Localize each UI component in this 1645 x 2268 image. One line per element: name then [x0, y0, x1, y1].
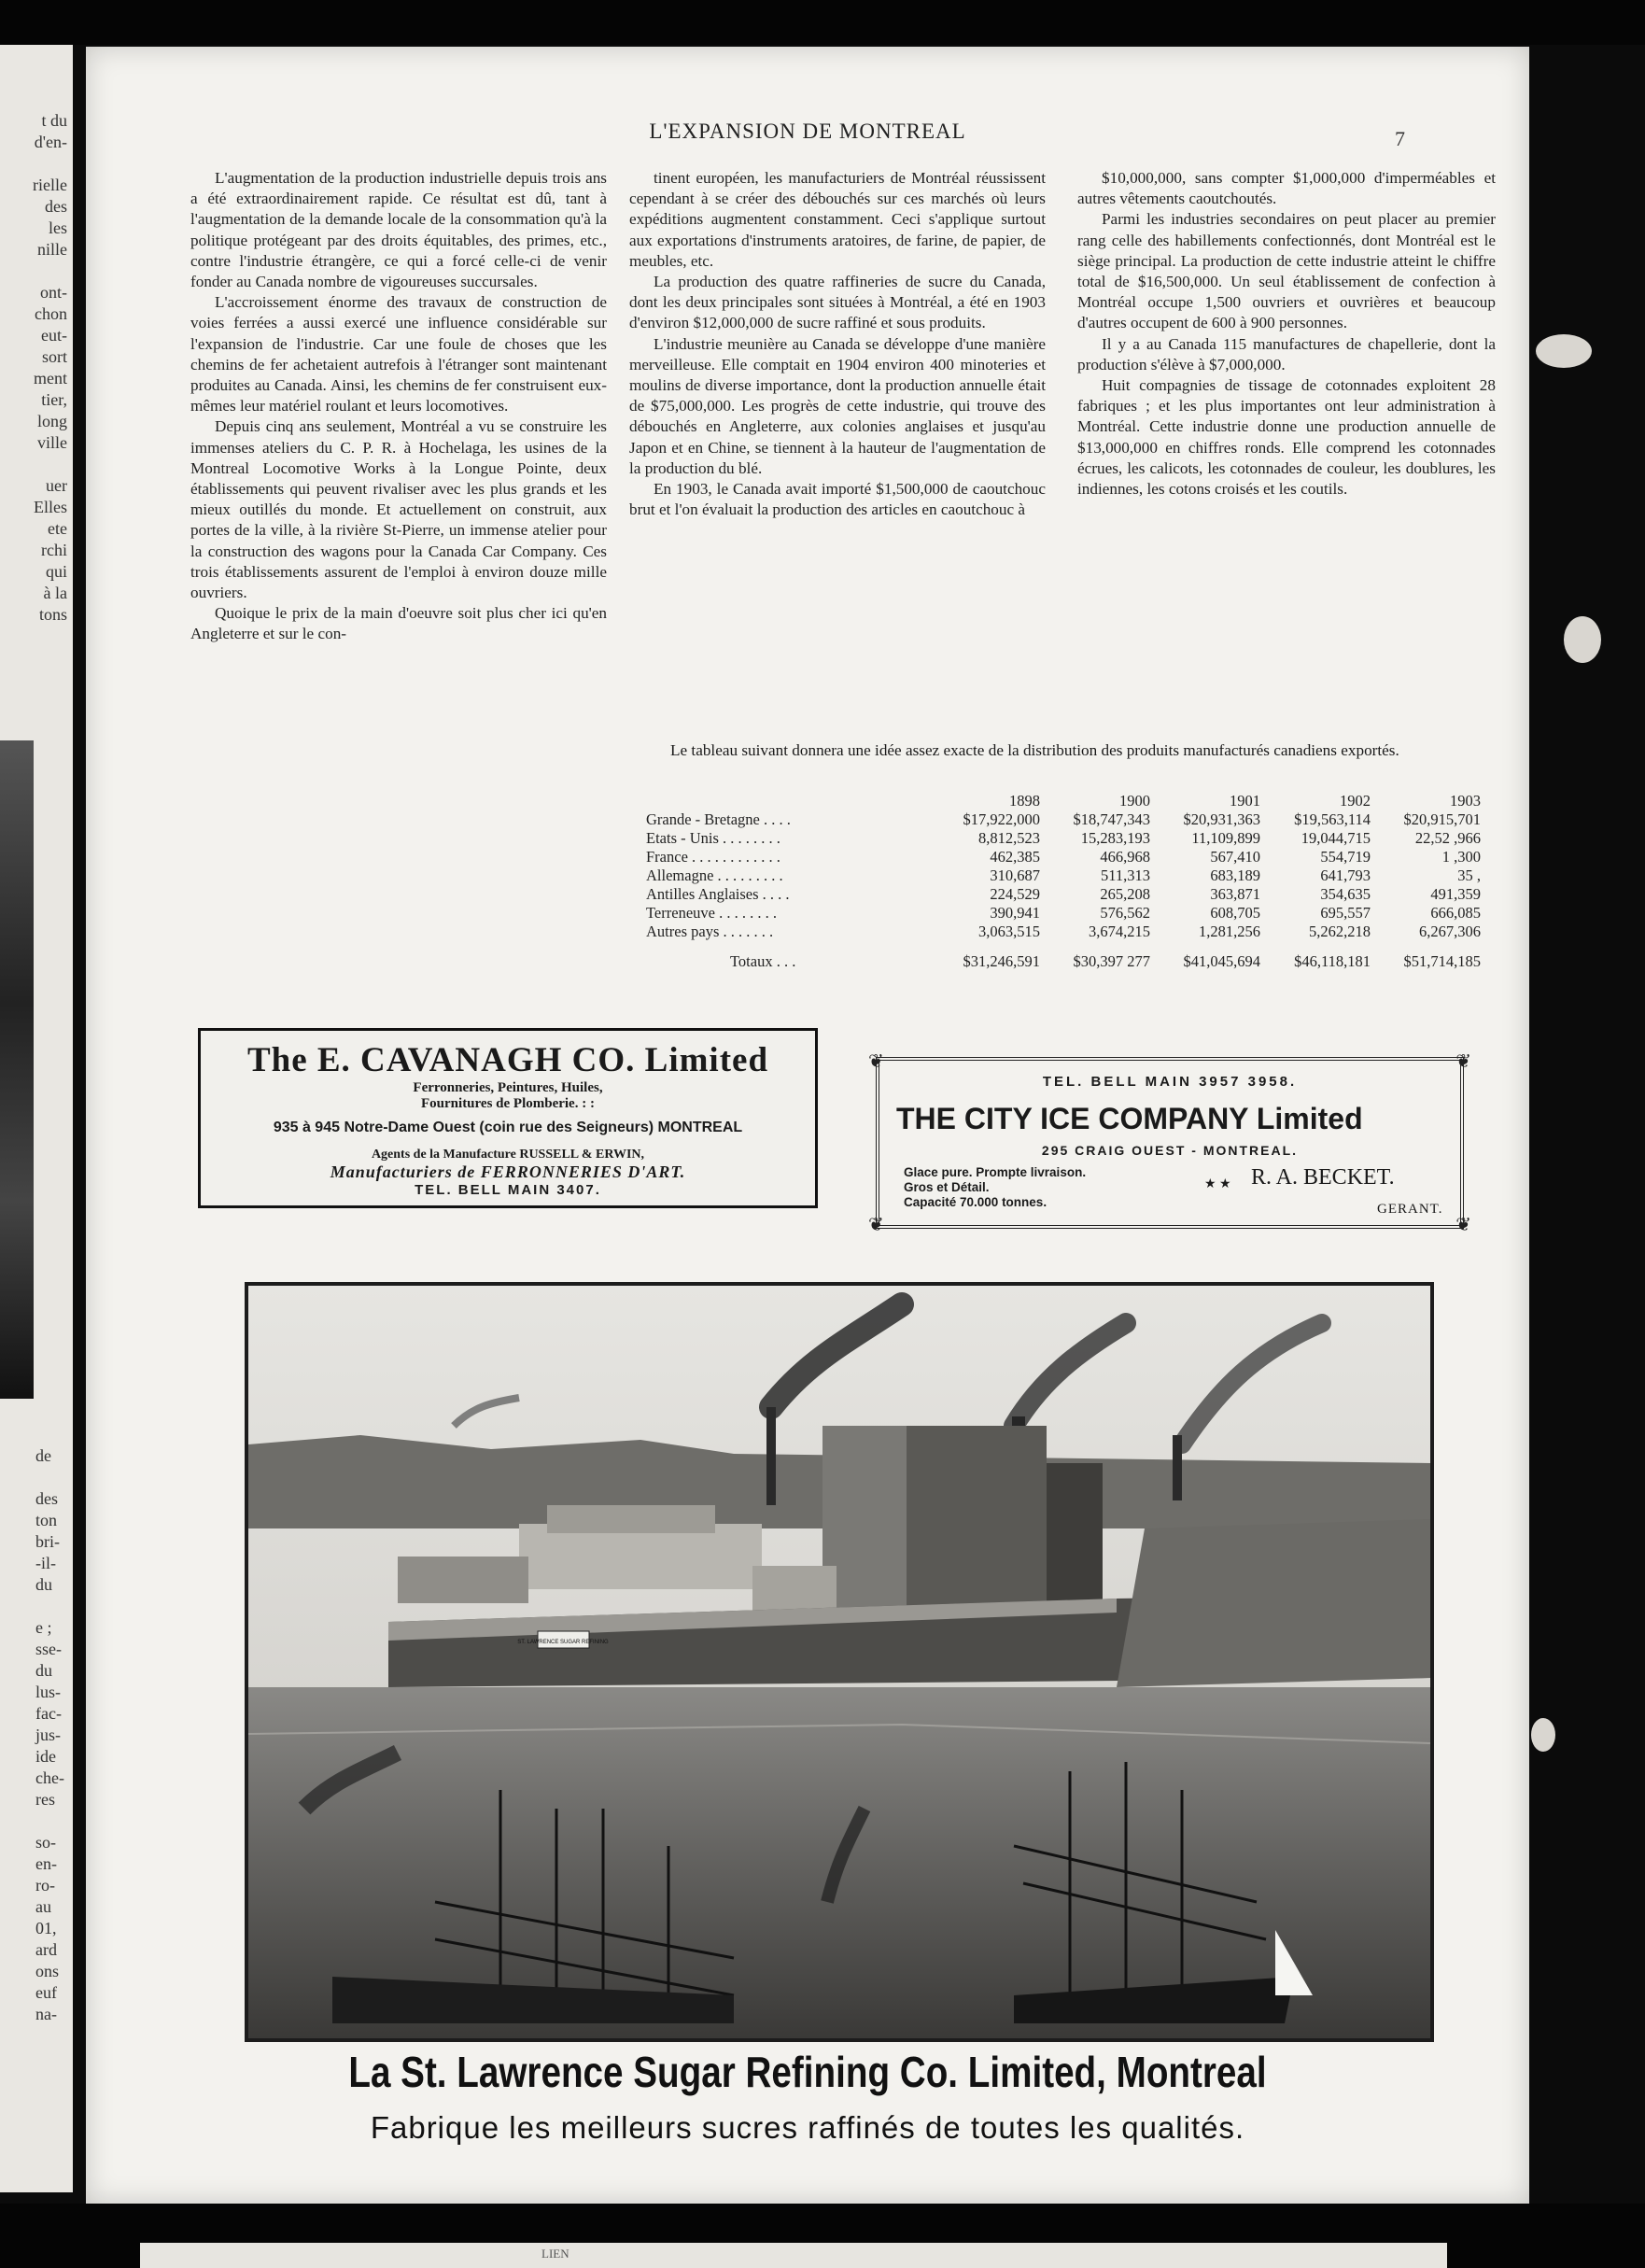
- adjacent-page-text-fragment: res: [35, 1790, 55, 1809]
- chimney: [766, 1407, 776, 1505]
- value-cell: $17,922,000: [963, 810, 1040, 828]
- adjacent-page-text-fragment: na-: [35, 2005, 57, 2023]
- country-cell: Autres pays . . . . . . .: [646, 923, 774, 940]
- paragraph: L'industrie meunière au Canada se développe d'une manière merveilleuse. Elle comptait en 1904 environ 400 minoteries et moulins de diverse importance, dont la production annuelle était de $75,000,000. Les progrès de cette industrie, qui trouve des débouchés en Angleterre, aux colonies anglaises et jusqu'au Japon et en Chine, se tiennent à la hauteur de l'augmentation de la production du blé.: [629, 334, 1046, 477]
- country-cell: Allemagne . . . . . . . . .: [646, 866, 783, 884]
- adjacent-page-text-fragment: ton: [35, 1511, 58, 1529]
- shore-buildings: [1117, 1519, 1430, 1687]
- star-icon: ★ ★: [1204, 1177, 1231, 1191]
- ad-telephone: TEL. BELL MAIN 3407.: [415, 1182, 601, 1198]
- warehouse: [398, 1557, 528, 1603]
- adjacent-page-text-fragment: bri-: [35, 1532, 60, 1551]
- value-cell: 3,063,515: [978, 923, 1040, 940]
- value-cell: 641,793: [1320, 866, 1371, 884]
- scroll-ornament-icon: ❦: [1455, 1051, 1471, 1072]
- article-column-1: [190, 168, 607, 645]
- value-cell: 695,557: [1320, 904, 1371, 922]
- adjacent-page-text-fragment: euf: [35, 1983, 57, 2002]
- paragraph: $10,000,000, sans compter $1,000,000 d'imperméables et autres vêtements caoutchoutés.: [1077, 169, 1496, 208]
- scroll-ornament-icon: ❦: [868, 1215, 884, 1235]
- adjacent-page-photo: [0, 740, 34, 1399]
- value-cell: 666,085: [1430, 904, 1481, 922]
- adjacent-page-text-fragment: eut-: [41, 326, 67, 345]
- adjacent-page-text-fragment: rchi: [41, 541, 67, 559]
- scan-dust-speck: [1536, 334, 1592, 368]
- adjacent-page-text-fragment: lus-: [35, 1683, 61, 1701]
- ad-company-name: THE CITY ICE COMPANY Limited: [896, 1102, 1363, 1135]
- value-cell: 1,281,256: [1199, 923, 1260, 940]
- adjacent-page-text-fragment: tier,: [41, 390, 67, 409]
- adjacent-page-text-fragment: en-: [35, 1854, 57, 1873]
- totals-row: [646, 941, 1492, 971]
- paragraph: Il y a au Canada 115 manufactures de chapellerie, dont la production s'élève à $7,000,000.: [1077, 334, 1496, 373]
- paragraph: tinent européen, les manufacturiers de Montréal réussissent cependant à se créer des débouchés sur ces marchés où leurs expéditions augmentent constamment. Ceci s'applique surtout aux exportations d'instruments aratoires, de farine, de papier, de meubles, etc.: [629, 169, 1046, 270]
- adjacent-page-text-fragment: 01,: [35, 1919, 57, 1937]
- adjacent-page-text-fragment: Elles: [34, 498, 67, 516]
- adjacent-page-text-fragment: e ;: [35, 1618, 52, 1637]
- adjacent-page-text-fragment: du: [35, 1661, 52, 1680]
- adjacent-page-text-fragment: fac-: [35, 1704, 62, 1723]
- adjacent-page-text-fragment: ont-: [40, 283, 67, 302]
- total-cell: $30,397 277: [1073, 952, 1150, 970]
- adjacent-page-text-fragment: -il-: [35, 1554, 56, 1572]
- value-cell: $19,563,114: [1294, 810, 1371, 828]
- table-row: [646, 866, 1492, 885]
- year-header: 1902: [1340, 792, 1371, 810]
- paragraph: Huit compagnies de tissage de cotonnades exploitent 28 fabriques ; et les plus importantes ont leur administration à Montréal. Cette industrie donne une production annuelle de $13,000,000 en chiffres ronds. Elle comprend les cotonnades écrues, les calicots, les cotonnades de couleur, les doublures, les indiennes, les cotons croisés et les coutils.: [1077, 376, 1496, 499]
- page-number: 7: [1395, 127, 1405, 150]
- value-cell: 683,189: [1210, 866, 1260, 884]
- ad-telephone: TEL. BELL MAIN 3957 3958.: [1042, 1074, 1298, 1090]
- value-cell: 567,410: [1210, 848, 1260, 866]
- adjacent-page-text-fragment: t du: [41, 111, 67, 130]
- year-header: 1901: [1230, 792, 1260, 810]
- paragraph: La production des quatre raffineries de sucre du Canada, dont les deux principales sont situées à Montréal, a été en 1903 d'environ $12,000,000 de sucre raffiné et sous produits.: [629, 273, 1046, 332]
- value-cell: 22,52 ,966: [1414, 829, 1481, 847]
- sugar-refinery-illustration: [245, 1282, 1434, 2042]
- value-cell: 491,359: [1430, 885, 1481, 903]
- value-cell: $20,915,701: [1403, 810, 1481, 828]
- adjacent-page-text-fragment: ment: [34, 369, 67, 387]
- value-cell: 19,044,715: [1301, 829, 1371, 847]
- paragraph: En 1903, le Canada avait importé $1,500,000 de caoutchouc brut et l'on évaluait la production des articles en caoutchouc à: [629, 480, 1046, 519]
- value-cell: 576,562: [1100, 904, 1150, 922]
- value-cell: 310,687: [990, 866, 1040, 884]
- country-cell: France . . . . . . . . . . . .: [646, 848, 780, 866]
- adjacent-page-text-fragment: sse-: [35, 1640, 62, 1658]
- table-intro: Le tableau suivant donnera une idée assez exacte de la distribution des produits manufacturés canadiens exportés.: [670, 741, 1399, 759]
- table-header-row: [646, 792, 1492, 810]
- value-cell: $18,747,343: [1073, 810, 1150, 828]
- value-cell: 6,267,306: [1419, 923, 1481, 940]
- next-page-edge: [140, 2243, 1447, 2268]
- city-ice-advertisement: [868, 1049, 1471, 1236]
- running-head: L'EXPANSION DE MONTREAL: [649, 120, 966, 143]
- paragraph: L'accroissement énorme des travaux de construction de voies ferrées a aussi exercé une influence considérable sur l'expansion de l'industrie. Car une foule de choses que les chemins de fer achetaient autrefois à l'étranger sont maintenant produites au Canada. Ainsi, les chemins de fer construisent eux-mêmes leur matériel roulant et leurs locomotives.: [190, 293, 607, 416]
- ad-line: Fournitures de Plomberie. : :: [421, 1096, 595, 1111]
- adjacent-page-text-fragment: uer: [46, 476, 67, 495]
- illustration-caption-subtitle: Fabrique les meilleurs sucres raffinés de toutes les qualités.: [370, 2110, 1245, 2145]
- table-row: [646, 904, 1492, 923]
- adjacent-page-text-fragment: che-: [35, 1768, 64, 1787]
- scroll-ornament-icon: ❦: [1455, 1215, 1471, 1235]
- adjacent-page-text-fragment: nille: [37, 240, 67, 259]
- illustration-caption-title: La St. Lawrence Sugar Refining Co. Limited, Montreal: [348, 2048, 1267, 2096]
- adjacent-page-text-fragment: tons: [38, 605, 67, 624]
- scan-dust-speck: [1531, 1718, 1555, 1752]
- table-row: [646, 829, 1492, 848]
- scroll-ornament-icon: ❦: [868, 1051, 884, 1072]
- adjacent-page-text-fragment: les: [49, 218, 67, 237]
- ad-line: Ferronneries, Peintures, Huiles,: [413, 1080, 603, 1095]
- value-cell: 511,313: [1100, 866, 1150, 884]
- adjacent-page-text-fragment: ard: [35, 1940, 57, 1959]
- adjacent-page-text-fragment: qui: [45, 562, 67, 581]
- value-cell: 608,705: [1210, 904, 1260, 922]
- refinery-sign-text: ST. LAWRENCE SUGAR REFINING: [517, 1640, 609, 1645]
- next-page-fragment: LIEN: [541, 2247, 569, 2261]
- value-cell: 35 ,: [1457, 866, 1481, 884]
- adjacent-page-text-fragment: ide: [35, 1747, 56, 1766]
- value-cell: 363,871: [1210, 885, 1260, 903]
- table-row: [646, 885, 1492, 904]
- adjacent-page-text-fragment: long: [36, 412, 67, 430]
- adjacent-page-text-fragment: jus-: [35, 1726, 61, 1744]
- paragraph: L'augmentation de la production industrielle depuis trois ans a été extraordinairement rapide. Ce résultat est dû, tant à l'augmentation de la demande locale de la consommation qu'à la politique protégeant par des droits équitables, des primes, etc., contre l'industrie étrangère, ce qui a forcé celle-ci de venir fonder au Canada nombre de vigoureuses succursales.: [190, 169, 607, 291]
- country-cell: Grande - Bretagne . . . .: [646, 810, 791, 828]
- article-column-2: [629, 168, 1046, 520]
- adjacent-page-text-fragment: ro-: [35, 1876, 55, 1895]
- exports-table: [646, 792, 1492, 971]
- total-cell: $51,714,185: [1403, 952, 1481, 970]
- totals-label: Totaux . . .: [730, 952, 796, 970]
- value-cell: 554,719: [1320, 848, 1371, 866]
- ad-address: 295 CRAIG OUEST - MONTREAL.: [1041, 1143, 1299, 1158]
- total-cell: $31,246,591: [963, 952, 1040, 970]
- total-cell: $41,045,694: [1183, 952, 1260, 970]
- value-cell: 3,674,215: [1089, 923, 1150, 940]
- value-cell: 15,283,193: [1080, 829, 1150, 847]
- value-cell: 466,968: [1100, 848, 1150, 866]
- ad-address: 935 à 945 Notre-Dame Ouest (coin rue des Seigneurs) MONTREAL: [273, 1120, 743, 1135]
- adjacent-page-text-fragment: ete: [48, 519, 67, 538]
- ad-line: Gros et Détail.: [904, 1180, 990, 1194]
- adjacent-left-page: [0, 45, 73, 2192]
- year-header: 1898: [1009, 792, 1040, 810]
- value-cell: 265,208: [1100, 885, 1150, 903]
- ad-makers: Manufacturiers de FERRONNERIES D'ART.: [330, 1162, 686, 1181]
- adjacent-page-text-fragment: des: [35, 1489, 58, 1508]
- table-row: [646, 810, 1492, 829]
- chimney: [1173, 1435, 1182, 1500]
- value-cell: 390,941: [990, 904, 1040, 922]
- adjacent-page-text-fragment: à la: [43, 584, 67, 602]
- country-cell: Etats - Unis . . . . . . . .: [646, 829, 780, 847]
- ad-manager-title: GERANT.: [1377, 1202, 1443, 1217]
- scanner-top-border: [0, 0, 1645, 45]
- value-cell: $20,931,363: [1183, 810, 1260, 828]
- adjacent-page-text-fragment: au: [35, 1897, 51, 1916]
- warehouse: [547, 1505, 715, 1533]
- adjacent-page-text-fragment: chon: [35, 304, 67, 323]
- adjacent-page-text-fragment: des: [45, 197, 67, 216]
- table-row: [646, 848, 1492, 866]
- paragraph: Quoique le prix de la main d'oeuvre soit plus cher ici qu'en Angleterre et sur le con-: [190, 604, 607, 643]
- ad-details: [904, 1165, 1086, 1210]
- ad-manager: R. A. BECKET.: [1251, 1165, 1395, 1190]
- refinery-engraving: [248, 1286, 1430, 2038]
- scan-dust-speck: [1564, 616, 1601, 663]
- value-cell: 11,109,899: [1191, 829, 1260, 847]
- ad-line: Capacité 70.000 tonnes.: [904, 1195, 1047, 1209]
- cavanagh-advertisement: [198, 1028, 818, 1208]
- value-cell: 462,385: [990, 848, 1040, 866]
- ad-line: Glace pure. Prompte livraison.: [904, 1165, 1087, 1179]
- adjacent-page-text-fragment: de: [35, 1446, 51, 1465]
- paragraph: Depuis cinq ans seulement, Montréal a vu se construire les immenses ateliers du C. P. R. à Hochelaga, les usines de la Montreal Locomotive Works à la Longue Pointe, deux établissements qui peuvent rivaliser avec les plus grands et les mieux outillés du monde. Et actuellement on construit, aux portes de la ville, à la rivière St-Pierre, un immense atelier pour la construction des wagons pour la Canada Car Company. Ces trois établissements assurent de l'emploi à environ douze mille ouvriers.: [190, 417, 607, 602]
- warehouse: [519, 1524, 762, 1589]
- value-cell: 8,812,523: [978, 829, 1040, 847]
- newspaper-page: [86, 47, 1529, 2204]
- ad-company-name: The E. CAVANAGH CO. Limited: [246, 1041, 769, 1079]
- country-cell: Terreneuve . . . . . . . .: [646, 904, 777, 922]
- paragraph: Parmi les industries secondaires on peut placer au premier rang celle des habillements confectionnés, dont Montréal est le siège principal. La production de cette industrie atteint le chiffre total de $16,500,000. Un seul établissement de confection à Montréal occupe 1,500 ouvriers et ouvrières et beaucoup d'autres occupent de 600 à 900 personnes.: [1077, 210, 1496, 332]
- article-column-3: [1077, 168, 1496, 500]
- ad-agents: Agents de la Manufacture RUSSELL & ERWIN,: [371, 1148, 645, 1162]
- country-cell: Antilles Anglaises . . . .: [646, 885, 790, 903]
- adjacent-page-text-fragment: sort: [42, 347, 67, 366]
- adjacent-page-text-fragment: so-: [35, 1833, 56, 1852]
- adjacent-page-text-fragment: ons: [35, 1962, 60, 1980]
- adjacent-page-text-fragment: rielle: [33, 176, 67, 194]
- value-cell: 354,635: [1320, 885, 1371, 903]
- adjacent-page-text-fragment: ville: [37, 433, 67, 452]
- year-header: 1900: [1119, 792, 1150, 810]
- adjacent-page-text-fragment: d'en-: [34, 133, 67, 151]
- year-header: 1903: [1450, 792, 1481, 810]
- value-cell: 224,529: [990, 885, 1040, 903]
- adjacent-page-text-fragment: du: [35, 1575, 52, 1594]
- value-cell: 1 ,300: [1441, 848, 1481, 866]
- value-cell: 5,262,218: [1309, 923, 1371, 940]
- table-row: [646, 923, 1492, 941]
- total-cell: $46,118,181: [1294, 952, 1371, 970]
